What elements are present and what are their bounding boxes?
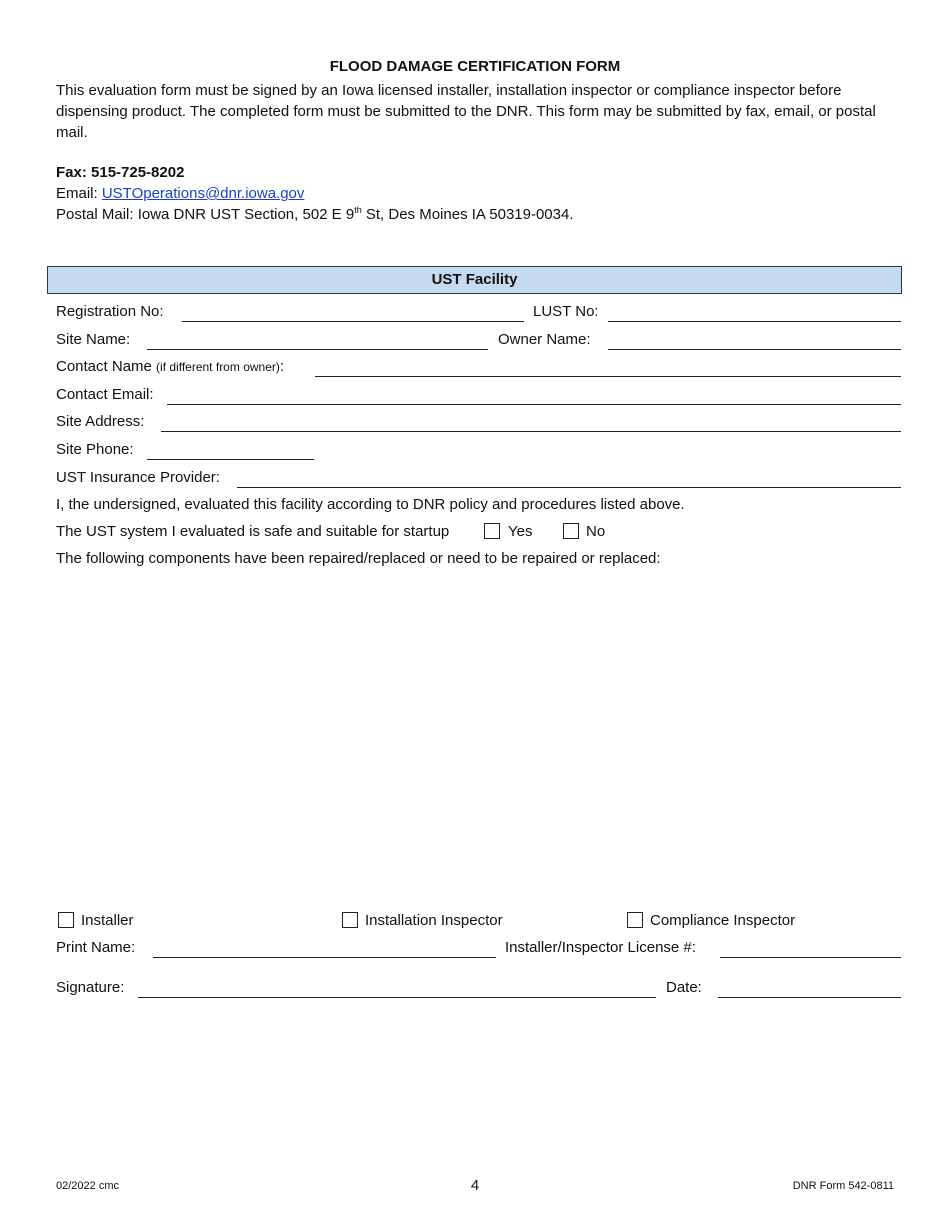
contact-name-field[interactable] xyxy=(315,376,901,377)
email-line xyxy=(56,185,304,202)
intro-paragraph: This evaluation form must be signed by an Iowa licensed installer, installation inspector or compliance inspector before dispensing product. The completed form must be submitted to the DNR. This form may be submitted by fax, email, or postal mail. xyxy=(56,82,876,141)
contact-name-colon: : xyxy=(279,358,285,375)
installer-label: Installer xyxy=(81,912,134,929)
safe-question: The UST system I evaluated is safe and suitable for startup xyxy=(56,523,450,540)
footer-revision: 02/2022 cmc xyxy=(56,1180,119,1192)
contact-name-label xyxy=(56,358,284,375)
contact-email-field[interactable] xyxy=(167,404,901,405)
yes-checkbox[interactable] xyxy=(484,523,500,539)
yes-label: Yes xyxy=(508,523,533,540)
date-label: Date: xyxy=(666,979,702,996)
footer-form-number: DNR Form 542-0811 xyxy=(792,1180,894,1192)
installation-inspector-label: Installation Inspector xyxy=(365,912,503,929)
no-checkbox[interactable] xyxy=(563,523,579,539)
site-name-label: Site Name: xyxy=(56,331,131,348)
compliance-inspector-checkbox[interactable] xyxy=(627,912,643,928)
date-field[interactable] xyxy=(718,997,901,998)
insurance-provider-field[interactable] xyxy=(237,487,901,488)
email-link[interactable]: USTOperations@dnr.iowa.gov xyxy=(101,185,305,202)
site-name-field[interactable] xyxy=(147,349,488,350)
registration-no-label: Registration No: xyxy=(56,303,164,320)
contact-email-label: Contact Email: xyxy=(56,386,154,403)
statement-text: I, the undersigned, evaluated this facility according to DNR policy and procedures listed above. xyxy=(56,496,685,513)
fax-number: Fax: 515-725-8202 xyxy=(56,164,185,181)
compliance-inspector-label: Compliance Inspector xyxy=(650,912,796,929)
contact-name-note: (if different from owner) xyxy=(156,360,280,374)
ust-facility-header: UST Facility xyxy=(47,266,902,294)
postal-suffix: St, Des Moines IA 50319-0034. xyxy=(361,206,574,223)
lust-no-field[interactable] xyxy=(608,321,901,322)
print-name-field[interactable] xyxy=(153,957,496,958)
site-address-field[interactable] xyxy=(161,431,901,432)
license-field[interactable] xyxy=(720,957,901,958)
email-label: Email: xyxy=(56,185,102,202)
print-name-label: Print Name: xyxy=(56,939,136,956)
postal-sup: th xyxy=(354,205,362,215)
registration-no-field[interactable] xyxy=(182,321,524,322)
installation-inspector-checkbox[interactable] xyxy=(342,912,358,928)
components-text: The following components have been repaired/replaced or need to be repaired or replaced: xyxy=(56,550,661,567)
postal-address xyxy=(56,206,574,223)
page-number: 4 xyxy=(470,1177,480,1194)
insurance-provider-label: UST Insurance Provider: xyxy=(56,469,220,486)
signature-field[interactable] xyxy=(138,997,656,998)
no-label: No xyxy=(586,523,606,540)
license-label: Installer/Inspector License #: xyxy=(505,939,696,956)
site-phone-label: Site Phone: xyxy=(56,441,134,458)
installer-checkbox[interactable] xyxy=(58,912,74,928)
owner-name-label: Owner Name: xyxy=(498,331,591,348)
site-address-label: Site Address: xyxy=(56,413,145,430)
owner-name-field[interactable] xyxy=(608,349,901,350)
lust-no-label: LUST No: xyxy=(533,303,599,320)
contact-name-text: Contact Name xyxy=(56,358,157,375)
page-title: FLOOD DAMAGE CERTIFICATION FORM xyxy=(329,58,621,75)
postal-prefix: Postal Mail: Iowa DNR UST Section, 502 E 9 xyxy=(56,206,355,223)
signature-label: Signature: xyxy=(56,979,125,996)
site-phone-field[interactable] xyxy=(147,459,314,460)
